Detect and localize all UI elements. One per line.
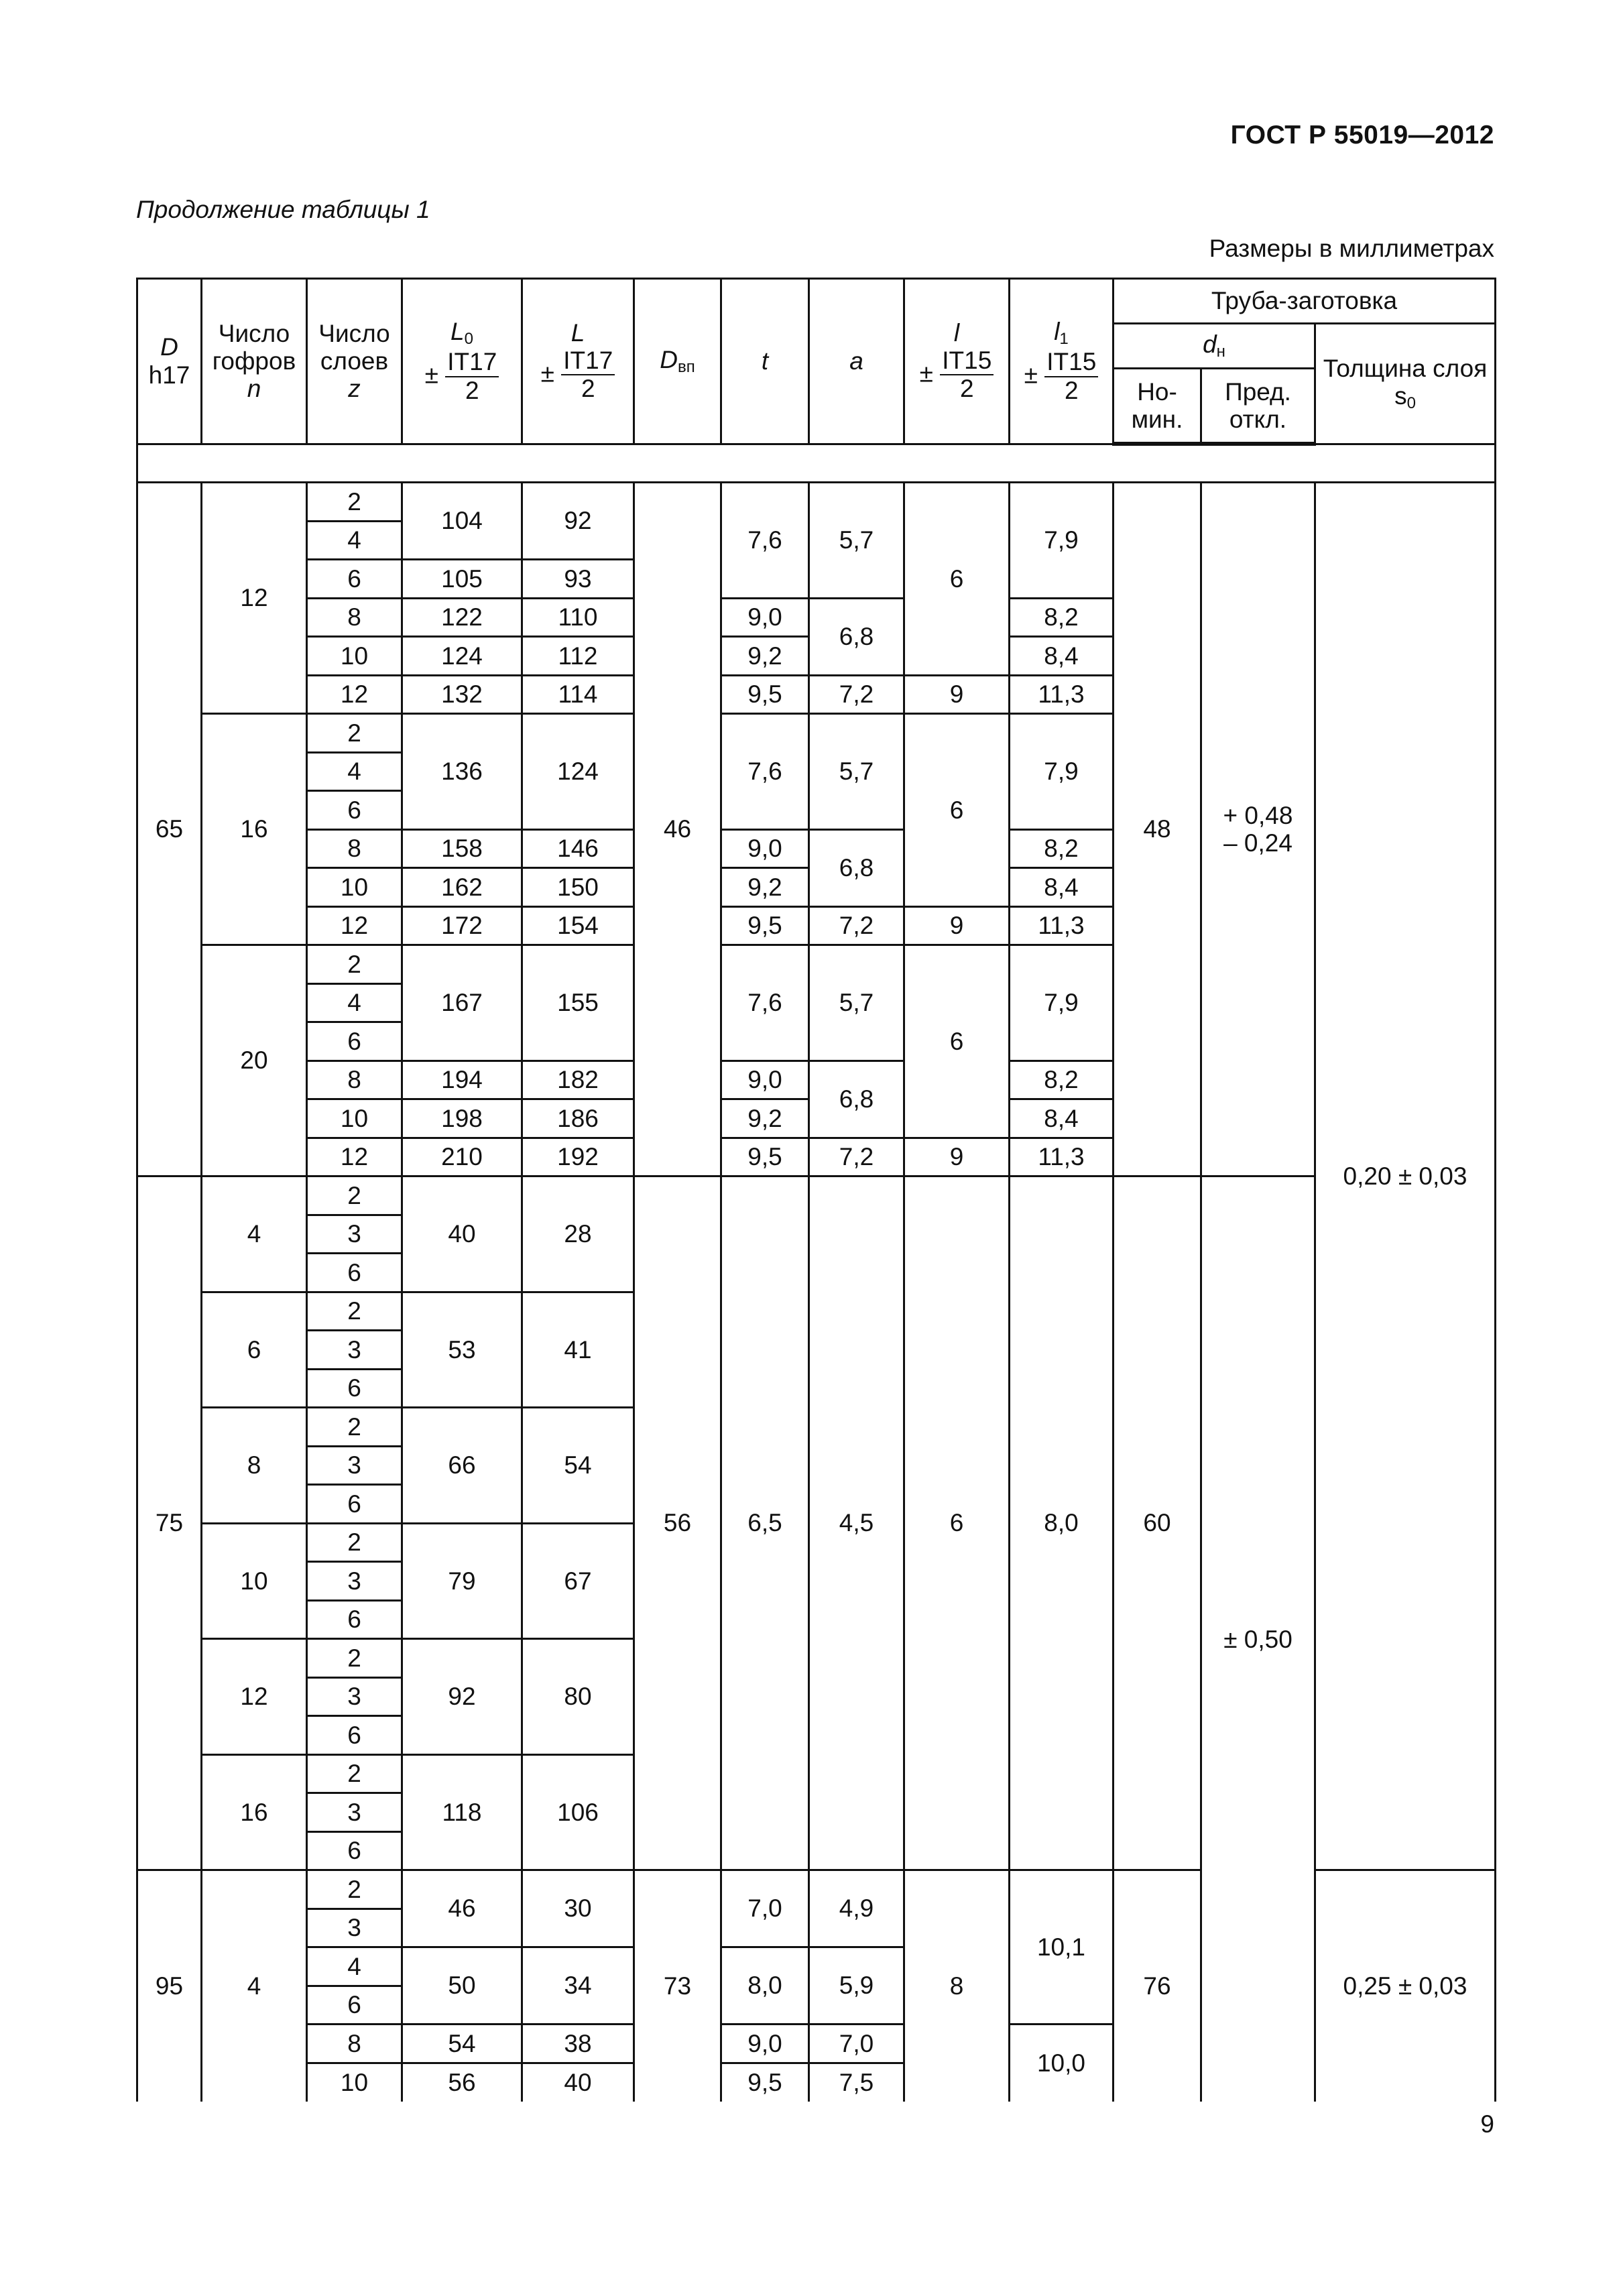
- table-row: 10 2 79 67: [137, 1523, 1496, 1562]
- table-row: 4: [137, 752, 1496, 791]
- table-row: 3: [137, 1215, 1496, 1254]
- header-dn: $d_н$: [1114, 324, 1315, 369]
- cell-n: 4: [202, 1176, 307, 1292]
- table-row: 10 198 186 9,2 8,4: [137, 1099, 1496, 1138]
- table-row: 6: [137, 1716, 1496, 1755]
- header-layer-thickness: Толщина слоя $s_0$: [1315, 324, 1496, 444]
- table-row: 16 2 136 124 7,6 5,7 6 7,9: [137, 714, 1496, 753]
- table-row: 6: [137, 1986, 1496, 2025]
- cell-dn-nominal: 76: [1114, 1870, 1201, 2102]
- table-continuation-caption: Продолжение таблицы 1: [136, 196, 430, 223]
- header-corrugations: Число гофров n: [202, 279, 307, 444]
- cell-dn-nominal: 60: [1114, 1176, 1201, 1870]
- header-a: a: [809, 279, 904, 444]
- table-row: 6: [137, 791, 1496, 830]
- table-row: 3: [137, 1562, 1496, 1601]
- table-row: 65 12 2 104 92 46 7,6 5,7 6 7,9 48 + 0,48 – 0,24 0,20 ± 0,03: [137, 483, 1496, 522]
- table-row: 6: [137, 1022, 1496, 1061]
- header-dvp: $D_{вп}$: [634, 279, 721, 444]
- table-row: 10 162 150 9,2 8,4: [137, 868, 1496, 907]
- table-row: 4: [137, 983, 1496, 1022]
- cell-thickness: 0,20 ± 0,03: [1315, 483, 1496, 1870]
- cell-n: 8: [202, 1408, 307, 1524]
- cell-thickness: 0,25 ± 0,03: [1315, 1870, 1496, 2102]
- cell-n: 16: [202, 714, 307, 945]
- table-row: 8 2 66 54: [137, 1408, 1496, 1447]
- table-row: 12 132 114 9,5 7,2 9 11,3: [137, 675, 1496, 714]
- table-row: 10 56 40 9,5 7,5: [137, 2063, 1496, 2102]
- table-row: 6: [137, 1600, 1496, 1639]
- units-note: Размеры в миллиметрах: [1209, 235, 1494, 262]
- table-row: 6: [137, 1485, 1496, 1524]
- table-row: 16 2 118 106: [137, 1754, 1496, 1793]
- table-row: 8 158 146 9,0 6,8 8,2: [137, 829, 1496, 868]
- table-row: 3: [137, 1677, 1496, 1716]
- cell-dn-deviation: + 0,48 – 0,24: [1201, 483, 1315, 1176]
- cell-n: 12: [202, 1639, 307, 1755]
- table-row: 12 172 154 9,5 7,2 9 11,3: [137, 906, 1496, 945]
- cell-dvp: 73: [634, 1870, 721, 2102]
- header-l0: $L_0$ ± $\frac{IT17}{2}$: [402, 279, 522, 444]
- cell-dvp: 56: [634, 1176, 721, 1870]
- header-tube-blank: Труба-заготовка: [1114, 279, 1496, 324]
- table-row: 20 2 167 155 7,6 5,7 6 7,9: [137, 945, 1496, 984]
- cell-d: 65: [137, 483, 202, 1176]
- table-row: 6: [137, 1369, 1496, 1408]
- cell-dn-deviation: ± 0,50: [1201, 1176, 1315, 2102]
- dimensions-table: [136, 278, 1496, 2102]
- header-d: D h17: [137, 279, 202, 444]
- table-row: 6 2 53 41: [137, 1292, 1496, 1331]
- table-row: 6: [137, 1254, 1496, 1292]
- table-row: 12 2 92 80: [137, 1639, 1496, 1678]
- header-nominal: Но-мин.: [1114, 369, 1201, 444]
- table-row: 4: [137, 521, 1496, 560]
- cell-n: 16: [202, 1754, 307, 1870]
- table-row: 95 4 2 46 30 73 7,0 4,9 8 10,1 76 0,25 ± 0,03: [137, 1870, 1496, 1909]
- table-row: 3: [137, 1793, 1496, 1832]
- table-row: 6: [137, 1831, 1496, 1870]
- cell-n: 6: [202, 1292, 307, 1408]
- table-row: 10 124 112 9,2 8,4: [137, 637, 1496, 676]
- header-l-small: l ± $\frac{IT15}{2}$: [904, 279, 1010, 444]
- cell-n: 4: [202, 1870, 307, 2102]
- cell-dn-nominal: 48: [1114, 483, 1201, 1176]
- header-deviation: Пред. откл.: [1201, 369, 1315, 444]
- table-row: 8 194 182 9,0 6,8 8,2: [137, 1061, 1496, 1099]
- table-row: 75 4 2 40 28 56 6,5 4,5 6 8,0 60 ± 0,50: [137, 1176, 1496, 1215]
- cell-n: 12: [202, 483, 307, 714]
- cell-dvp: 46: [634, 483, 721, 1176]
- page-number: 9: [1480, 2110, 1494, 2138]
- header-l: L ± $\frac{IT17}{2}$: [522, 279, 634, 444]
- cell-n: 20: [202, 945, 307, 1176]
- table-row: 6 105 93: [137, 560, 1496, 599]
- header-l1: $l_1$ ± $\frac{IT15}{2}$: [1010, 279, 1114, 444]
- table-row: 12 210 192 9,5 7,2 9 11,3: [137, 1138, 1496, 1176]
- table-row: 8 54 38 9,0 7,0 10,0: [137, 2025, 1496, 2063]
- cell-n: 10: [202, 1523, 307, 1639]
- cell-d: 75: [137, 1176, 202, 1870]
- table-row: 8 122 110 9,0 6,8 8,2: [137, 598, 1496, 637]
- cell-d: 95: [137, 1870, 202, 2102]
- table-row: 3: [137, 1909, 1496, 1947]
- table-row: 3: [137, 1331, 1496, 1370]
- document-title: ГОСТ Р 55019—2012: [1230, 121, 1494, 149]
- header-layers: Число слоев z: [307, 279, 402, 444]
- table-row: 4 50 34 8,0 5,9: [137, 1947, 1496, 1986]
- header-t: t: [721, 279, 809, 444]
- table-row: 3: [137, 1446, 1496, 1485]
